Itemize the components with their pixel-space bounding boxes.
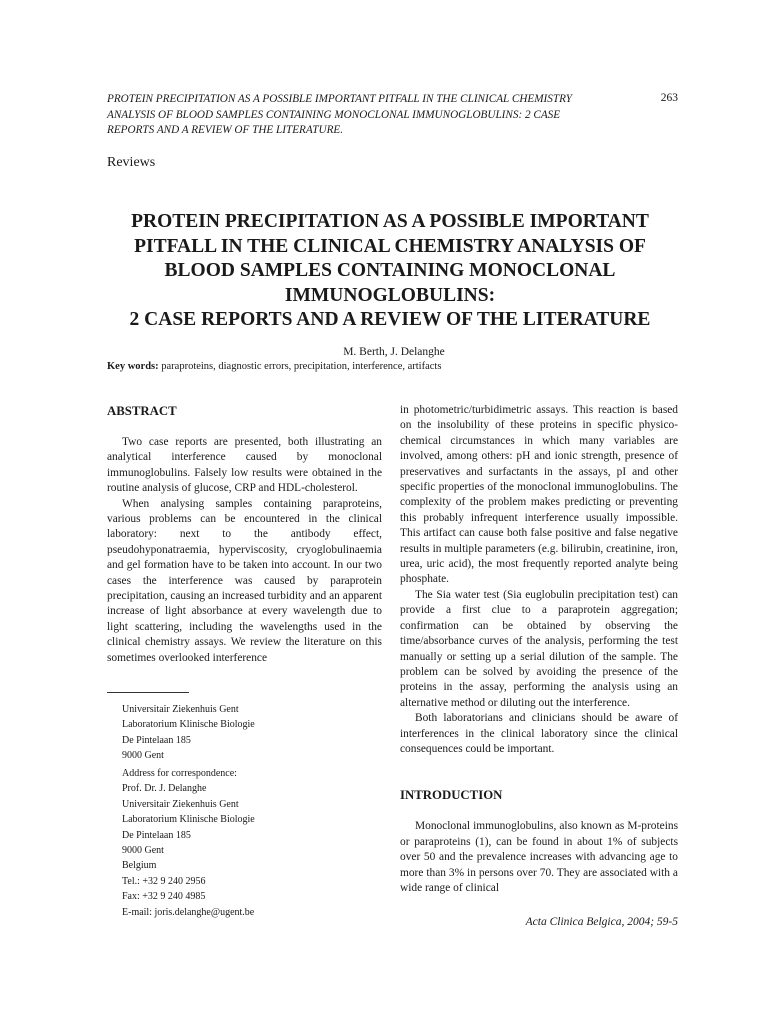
affiliation-line: Universitair Ziekenhuis Gent (122, 704, 239, 715)
correspondence-line: Prof. Dr. J. Delanghe (122, 783, 207, 795)
left-column (107, 403, 382, 666)
title-line: BLOOD SAMPLES CONTAINING MONOCLONAL (164, 260, 616, 281)
abstract-continuation: in photometric/turbidimetric assays. This reaction is based on the insolubility of these proteins in specific physico-chemical circumstances in which many variables are involved, among others: pH and ionic strength, presence of preservatives and surfactants in the assays, pI and other specific properties of the monoclonal immunoglobulins. The complexity of the problem makes predicting or preventing this probably infrequent interference usually impossible. This artifact can cause both false positive and false negative results in multiple parameters (e.g. bilirubin, creatinine, iron, urea, uric acid), the most frequently reported analyte being phosphate. (400, 404, 678, 586)
article-title (100, 210, 680, 333)
footnote-divider (107, 692, 189, 693)
running-head: PROTEIN PRECIPITATION AS A POSSIBLE IMPORTANT PITFALL IN THE CLINICAL CHEMISTRY ANALYSIS OF BLOOD SAMPLES CONTAINING MONOCLONAL IMMUNOGLOBULINS: 2 CASE REPORTS AND A REVIEW OF THE LITERATURE. (107, 93, 572, 136)
abstract-paragraph: Two case reports are presented, both illustrating an analytical interference caused by monoclonal immunoglobulins. Falsely low results were obtained in the routine analysis of glucose, CRP and HDL-cholesterol. (107, 436, 382, 495)
affiliation-line: 9000 Gent (122, 750, 164, 762)
section-label: Reviews (107, 155, 156, 170)
journal-citation: Acta Clinica Belgica, 2004; 59-5 (525, 916, 678, 928)
correspondence-line: De Pintelaan 185 (122, 829, 191, 841)
abstract-paragraph: Both laboratorians and clinicians should be aware of interferences in the clinical laboratory since the clinical consequences could be important. (400, 712, 678, 755)
authors: M. Berth, J. Delanghe (343, 346, 445, 358)
correspondence-line: Fax: +32 9 240 4985 (122, 891, 206, 903)
keywords-label: Key words: (107, 361, 159, 372)
affiliation (122, 702, 382, 764)
introduction-heading: INTRODUCTION (400, 788, 503, 803)
affiliation-line: Laboratorium Klinische Biologie (122, 719, 255, 731)
affiliation-line: De Pintelaan 185 (122, 734, 191, 746)
title-line: IMMUNOGLOBULINS: (284, 284, 496, 306)
title-line: 2 CASE REPORTS AND A REVIEW OF THE LITERATURE (129, 309, 651, 330)
correspondence-line: Laboratorium Klinische Biologie (122, 814, 255, 826)
correspondence-email: E-mail: joris.delanghe@ugent.be (122, 906, 255, 918)
correspondence-line: Belgium (122, 860, 157, 872)
abstract-heading: ABSTRACT (107, 404, 177, 418)
abstract-paragraph: The Sia water test (Sia euglobulin precipitation test) can provide a first clue to a paraprotein aggregation; confirmation can be obtained by observing the time/absorbance curves of the analysis, performing the test manually or setting up a serial dilution of the sample. The problem can be solved by avoiding the presence of the proteins in the assay, performing the analysis using an alternative method or diluting out the interference. (400, 588, 678, 709)
keywords-text: paraproteins, diagnostic errors, precipitation, interference, artifacts (161, 361, 442, 372)
page-number: 263 (660, 92, 678, 104)
right-column (400, 403, 678, 896)
title-line: PITFALL IN THE CLINICAL CHEMISTRY ANALYSIS OF (134, 235, 646, 257)
correspondence-line: Tel.: +32 9 240 2956 (122, 875, 206, 887)
correspondence-line: Universitair Ziekenhuis Gent (122, 798, 239, 810)
title-line: PROTEIN PRECIPITATION AS A POSSIBLE IMPORTANT (131, 211, 649, 232)
correspondence-line: 9000 Gent (122, 845, 164, 857)
introduction-paragraph: Monoclonal immunoglobulins, also known as M-proteins or paraproteins (1), can be found in about 1% of subjects over 50 and the prevalence increases with advancing age to more than 3% in persons over 70. They are associated with a wide range of clinical (400, 820, 678, 894)
correspondence-line: Address for correspondence: (122, 768, 237, 779)
abstract-paragraph: When analysing samples containing paraproteins, various problems can be encountered in the clinical laboratory: next to the antibody effect, pseudohyponatraemia, hyperviscosity, cryoglobulinaemia and gel formation have to be taken into account. In our two cases the interference was caused by paraprotein precipitation, causing an increased turbidity and an apparent increase of light absorbance at every wavelength due to light scattering, including the wavelengths used in the clinical chemistry assays. We review the literature on this sometimes overlooked interference (107, 497, 382, 664)
keywords (107, 361, 687, 372)
correspondence-address (122, 766, 382, 920)
